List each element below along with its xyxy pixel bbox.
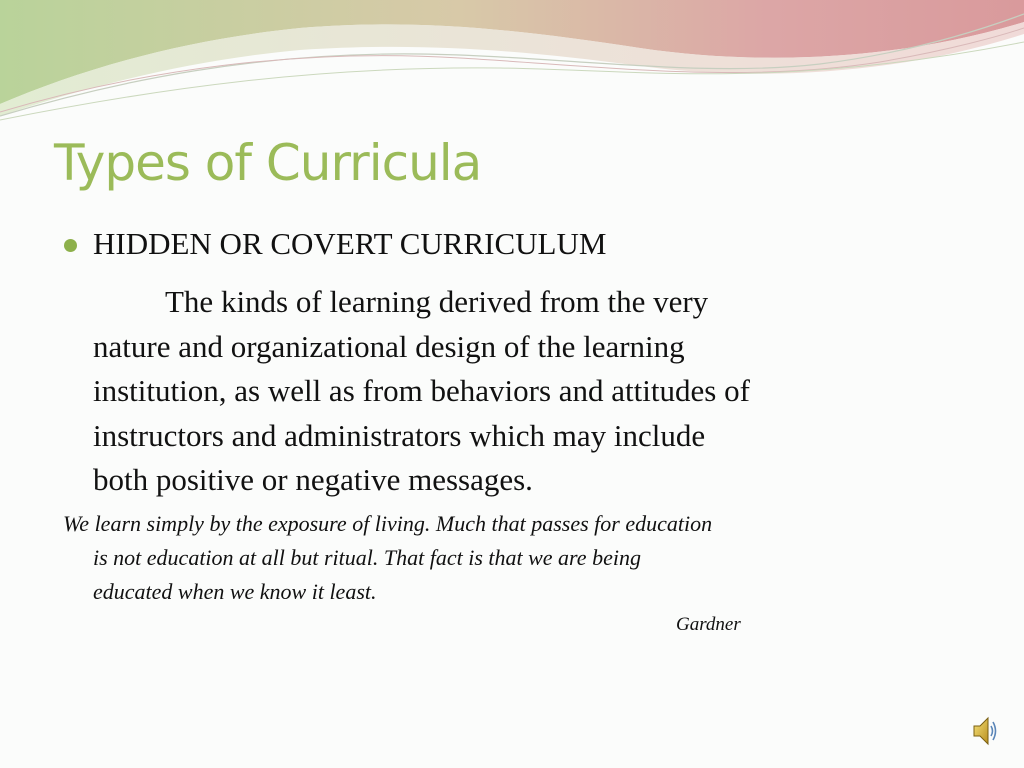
body-line: The kinds of learning derived from the very	[165, 284, 709, 319]
quote-line: is not education at all but ritual. That fact is that we are being	[93, 545, 641, 570]
body-line: institution, as well as from behaviors and attitudes of	[93, 373, 750, 408]
quote-line: We learn simply by the exposure of living. Much that passes for education	[63, 511, 713, 536]
bullet-body	[93, 280, 943, 503]
body-line: nature and organizational design of the learning	[93, 328, 685, 364]
sound-wave-1	[991, 726, 993, 736]
quote-attribution: Gardner	[676, 614, 741, 635]
wave-band-main	[0, 0, 1024, 104]
speaker-cone	[974, 718, 988, 744]
speaker-icon[interactable]	[972, 714, 1000, 748]
body-line: both positive or negative messages.	[93, 462, 533, 497]
body-line: instructors and administrators which may include	[93, 417, 706, 453]
sound-wave-2	[993, 722, 996, 740]
quote-line: educated when we know it least.	[93, 579, 377, 604]
bullet-dot-icon	[64, 239, 77, 252]
header-wave-decoration	[0, 0, 1024, 130]
bullet-heading: HIDDEN OR COVERT CURRICULUM	[93, 226, 607, 261]
quote-block	[63, 507, 983, 609]
slide-title: Types of Curricula	[54, 134, 482, 192]
